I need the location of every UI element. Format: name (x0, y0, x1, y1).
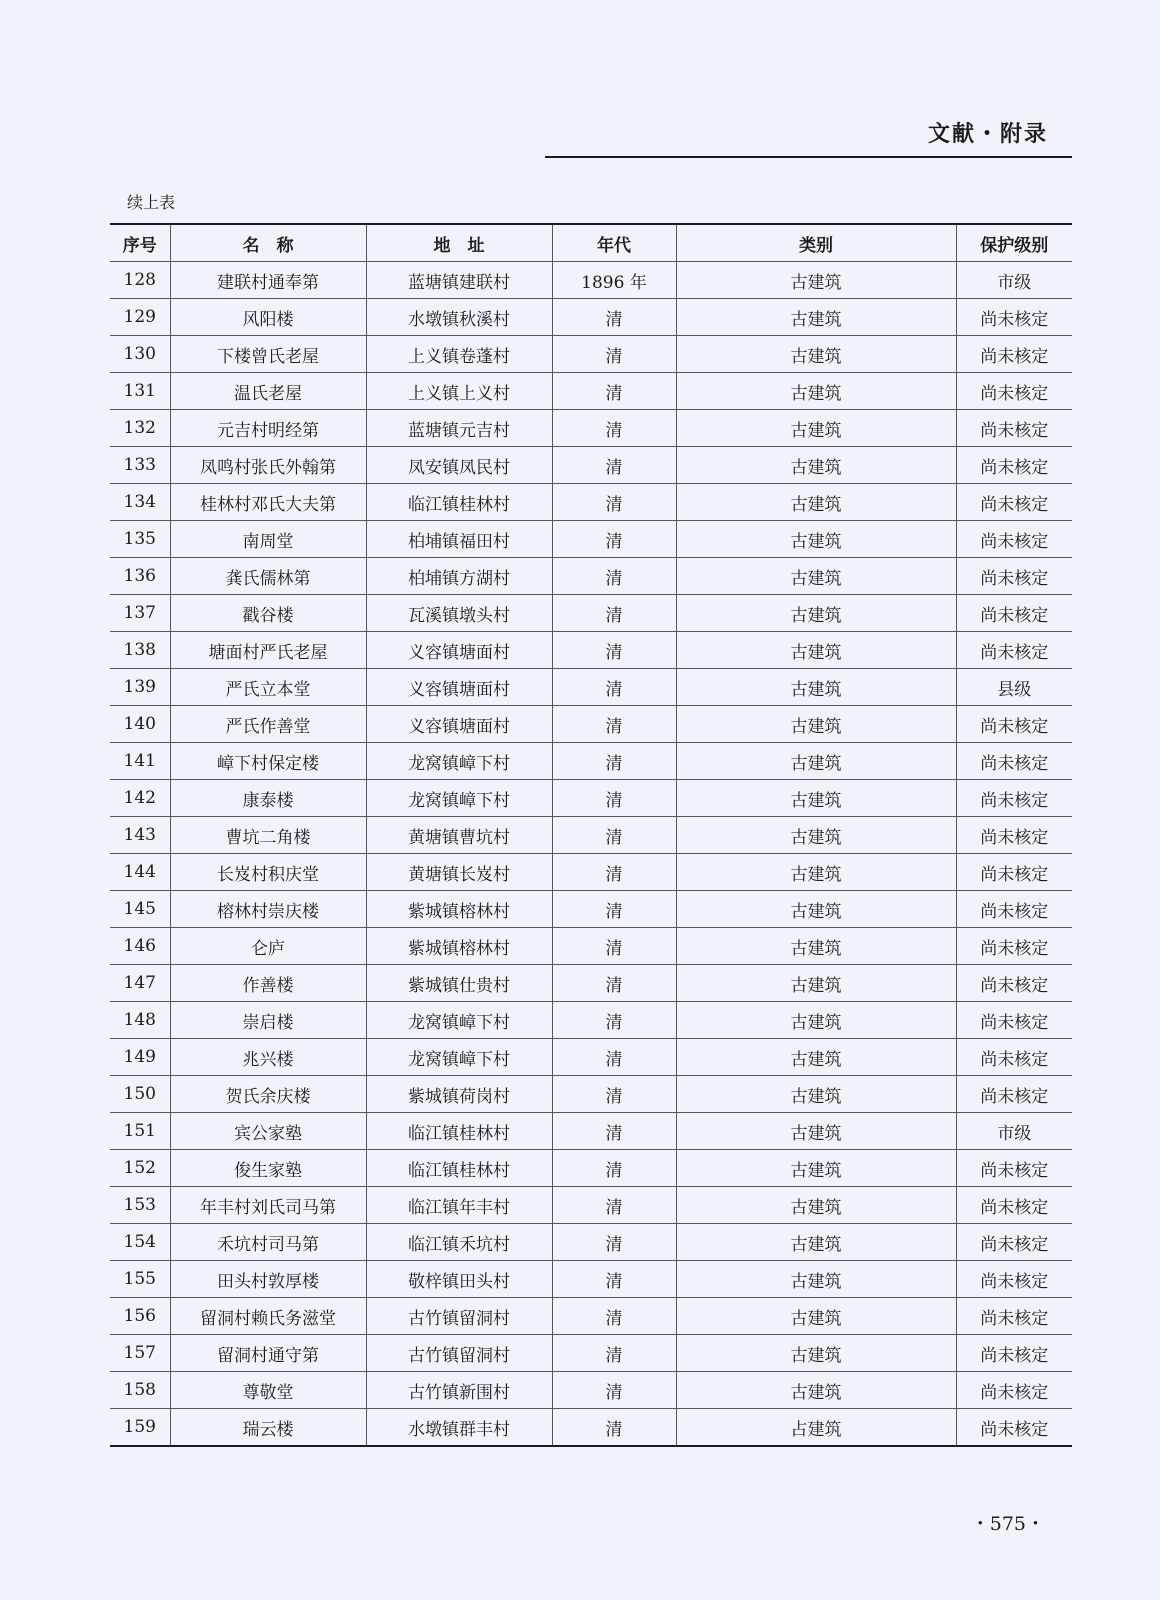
cell-era: 清 (552, 1261, 676, 1298)
cell-era: 清 (552, 1150, 676, 1187)
cell-era: 清 (552, 1224, 676, 1261)
cell-protection-level: 尚未核定 (956, 891, 1072, 928)
cell-name: 嶂下村保定楼 (170, 743, 366, 780)
cell-index: 128 (110, 262, 170, 299)
cell-era: 清 (552, 1039, 676, 1076)
cell-name: 瑞云楼 (170, 1409, 366, 1447)
cell-index: 132 (110, 410, 170, 447)
cell-category: 占建筑 (676, 1409, 956, 1447)
table-caption: 续上表 (127, 193, 176, 212)
cell-category: 古建筑 (676, 1372, 956, 1409)
cell-era: 清 (552, 484, 676, 521)
cell-index: 143 (110, 817, 170, 854)
cell-era: 清 (552, 299, 676, 336)
cell-protection-level: 尚未核定 (956, 743, 1072, 780)
cell-category: 古建筑 (676, 1261, 956, 1298)
cell-index: 147 (110, 965, 170, 1002)
cell-address: 紫城镇仕贵村 (366, 965, 552, 1002)
cell-index: 144 (110, 854, 170, 891)
cell-category: 古建筑 (676, 1076, 956, 1113)
table-row (110, 1076, 1072, 1113)
cell-era: 清 (552, 965, 676, 1002)
table-row (110, 965, 1072, 1002)
cell-index: 129 (110, 299, 170, 336)
cell-name: 贺氏余庆楼 (170, 1076, 366, 1113)
cell-category: 古建筑 (676, 299, 956, 336)
cell-name: 严氏作善堂 (170, 706, 366, 743)
cell-address: 义容镇塘面村 (366, 706, 552, 743)
cell-index: 141 (110, 743, 170, 780)
cell-name: 崇启楼 (170, 1002, 366, 1039)
cell-index: 148 (110, 1002, 170, 1039)
cell-category: 古建筑 (676, 484, 956, 521)
cell-era: 清 (552, 632, 676, 669)
cell-index: 153 (110, 1187, 170, 1224)
heritage-table (110, 223, 1072, 1447)
cell-name: 留洞村赖氏务滋堂 (170, 1298, 366, 1335)
cell-era: 清 (552, 447, 676, 484)
cell-protection-level: 市级 (956, 262, 1072, 299)
cell-index: 151 (110, 1113, 170, 1150)
cell-era: 清 (552, 817, 676, 854)
cell-category: 古建筑 (676, 262, 956, 299)
cell-category: 古建筑 (676, 521, 956, 558)
cell-era: 清 (552, 336, 676, 373)
column-header-era: 年代 (552, 224, 676, 262)
cell-era: 1896 年 (552, 262, 676, 299)
cell-era: 清 (552, 928, 676, 965)
cell-address: 紫城镇榕林村 (366, 928, 552, 965)
cell-index: 138 (110, 632, 170, 669)
table-row (110, 743, 1072, 780)
section-header: 文献・附录 (927, 122, 1048, 147)
cell-address: 临江镇禾坑村 (366, 1224, 552, 1261)
cell-address: 黄塘镇曹坑村 (366, 817, 552, 854)
table-header-row (110, 224, 1072, 262)
cell-index: 146 (110, 928, 170, 965)
cell-era: 清 (552, 1409, 676, 1447)
cell-category: 古建筑 (676, 1335, 956, 1372)
cell-category: 古建筑 (676, 743, 956, 780)
cell-category: 古建筑 (676, 558, 956, 595)
cell-name: 桂林村邓氏大夫第 (170, 484, 366, 521)
cell-address: 古竹镇留洞村 (366, 1298, 552, 1335)
cell-name: 俊生家塾 (170, 1150, 366, 1187)
cell-protection-level: 尚未核定 (956, 1187, 1072, 1224)
cell-name: 塘面村严氏老屋 (170, 632, 366, 669)
cell-era: 清 (552, 410, 676, 447)
table-row (110, 558, 1072, 595)
cell-name: 凤鸣村张氏外翰第 (170, 447, 366, 484)
table-row (110, 780, 1072, 817)
table-row (110, 299, 1072, 336)
cell-name: 康泰楼 (170, 780, 366, 817)
cell-protection-level: 尚未核定 (956, 706, 1072, 743)
cell-index: 135 (110, 521, 170, 558)
column-header-name: 名 称 (170, 224, 366, 262)
cell-protection-level: 尚未核定 (956, 1335, 1072, 1372)
cell-era: 清 (552, 891, 676, 928)
cell-era: 清 (552, 1335, 676, 1372)
cell-protection-level: 尚未核定 (956, 410, 1072, 447)
cell-name: 曹坑二角楼 (170, 817, 366, 854)
cell-era: 清 (552, 1076, 676, 1113)
cell-protection-level: 尚未核定 (956, 1409, 1072, 1447)
cell-category: 古建筑 (676, 410, 956, 447)
cell-category: 古建筑 (676, 373, 956, 410)
table-row (110, 262, 1072, 299)
cell-protection-level: 尚未核定 (956, 521, 1072, 558)
cell-address: 瓦溪镇墩头村 (366, 595, 552, 632)
cell-address: 古竹镇留洞村 (366, 1335, 552, 1372)
cell-index: 131 (110, 373, 170, 410)
cell-address: 水墩镇秋溪村 (366, 299, 552, 336)
cell-protection-level: 尚未核定 (956, 817, 1072, 854)
cell-category: 古建筑 (676, 817, 956, 854)
cell-name: 风阳楼 (170, 299, 366, 336)
table-row (110, 1224, 1072, 1261)
cell-index: 159 (110, 1409, 170, 1447)
cell-address: 紫城镇荷岗村 (366, 1076, 552, 1113)
cell-category: 古建筑 (676, 706, 956, 743)
table-row (110, 595, 1072, 632)
cell-protection-level: 尚未核定 (956, 595, 1072, 632)
cell-address: 龙窝镇嶂下村 (366, 743, 552, 780)
cell-era: 清 (552, 706, 676, 743)
cell-protection-level: 尚未核定 (956, 965, 1072, 1002)
table-row (110, 1335, 1072, 1372)
cell-protection-level: 尚未核定 (956, 1224, 1072, 1261)
cell-name: 宾公家塾 (170, 1113, 366, 1150)
cell-era: 清 (552, 1187, 676, 1224)
cell-protection-level: 尚未核定 (956, 928, 1072, 965)
cell-name: 长岌村积庆堂 (170, 854, 366, 891)
cell-era: 清 (552, 521, 676, 558)
cell-name: 年丰村刘氏司马第 (170, 1187, 366, 1224)
cell-index: 154 (110, 1224, 170, 1261)
table-row (110, 521, 1072, 558)
cell-index: 133 (110, 447, 170, 484)
cell-era: 清 (552, 1372, 676, 1409)
cell-protection-level: 尚未核定 (956, 1298, 1072, 1335)
cell-name: 榕林村崇庆楼 (170, 891, 366, 928)
cell-index: 150 (110, 1076, 170, 1113)
cell-name: 作善楼 (170, 965, 366, 1002)
table-row (110, 373, 1072, 410)
table-row (110, 1187, 1072, 1224)
table-row (110, 632, 1072, 669)
cell-protection-level: 县级 (956, 669, 1072, 706)
table-row (110, 1409, 1072, 1447)
cell-protection-level: 尚未核定 (956, 1039, 1072, 1076)
column-header-protection-level: 保护级别 (956, 224, 1072, 262)
cell-index: 136 (110, 558, 170, 595)
cell-category: 古建筑 (676, 632, 956, 669)
cell-address: 临江镇桂林村 (366, 1113, 552, 1150)
cell-address: 蓝塘镇建联村 (366, 262, 552, 299)
cell-protection-level: 尚未核定 (956, 373, 1072, 410)
table-row (110, 1298, 1072, 1335)
cell-era: 清 (552, 558, 676, 595)
cell-name: 尊敬堂 (170, 1372, 366, 1409)
cell-protection-level: 尚未核定 (956, 1372, 1072, 1409)
cell-address: 上义镇卷蓬村 (366, 336, 552, 373)
cell-index: 137 (110, 595, 170, 632)
cell-address: 临江镇桂林村 (366, 1150, 552, 1187)
cell-index: 142 (110, 780, 170, 817)
cell-name: 禾坑村司马第 (170, 1224, 366, 1261)
cell-address: 临江镇年丰村 (366, 1187, 552, 1224)
table-row (110, 891, 1072, 928)
table-body (110, 262, 1072, 1447)
cell-index: 134 (110, 484, 170, 521)
cell-name: 田头村敦厚楼 (170, 1261, 366, 1298)
cell-protection-level: 市级 (956, 1113, 1072, 1150)
cell-name: 温氏老屋 (170, 373, 366, 410)
cell-index: 139 (110, 669, 170, 706)
cell-address: 义容镇塘面村 (366, 632, 552, 669)
cell-address: 紫城镇榕林村 (366, 891, 552, 928)
table-row (110, 1002, 1072, 1039)
cell-address: 柏埔镇福田村 (366, 521, 552, 558)
cell-category: 古建筑 (676, 669, 956, 706)
cell-name: 仑庐 (170, 928, 366, 965)
cell-protection-level: 尚未核定 (956, 447, 1072, 484)
cell-index: 152 (110, 1150, 170, 1187)
cell-category: 古建筑 (676, 1150, 956, 1187)
cell-name: 元吉村明经第 (170, 410, 366, 447)
cell-era: 清 (552, 1298, 676, 1335)
cell-era: 清 (552, 780, 676, 817)
cell-address: 义容镇塘面村 (366, 669, 552, 706)
cell-era: 清 (552, 1113, 676, 1150)
cell-category: 古建筑 (676, 1298, 956, 1335)
cell-name: 留洞村通守第 (170, 1335, 366, 1372)
cell-address: 敬梓镇田头村 (366, 1261, 552, 1298)
cell-index: 149 (110, 1039, 170, 1076)
cell-index: 155 (110, 1261, 170, 1298)
cell-protection-level: 尚未核定 (956, 484, 1072, 521)
cell-protection-level: 尚未核定 (956, 1076, 1072, 1113)
cell-address: 古竹镇新围村 (366, 1372, 552, 1409)
cell-protection-level: 尚未核定 (956, 1150, 1072, 1187)
cell-category: 古建筑 (676, 336, 956, 373)
cell-address: 凤安镇凤民村 (366, 447, 552, 484)
cell-name: 下楼曾氏老屋 (170, 336, 366, 373)
cell-category: 古建筑 (676, 447, 956, 484)
cell-era: 清 (552, 854, 676, 891)
cell-era: 清 (552, 669, 676, 706)
cell-index: 145 (110, 891, 170, 928)
table-row (110, 1113, 1072, 1150)
table-row (110, 928, 1072, 965)
cell-protection-level: 尚未核定 (956, 1002, 1072, 1039)
cell-name: 南周堂 (170, 521, 366, 558)
table-row (110, 1039, 1072, 1076)
cell-era: 清 (552, 743, 676, 780)
cell-name: 建联村通奉第 (170, 262, 366, 299)
table-row (110, 336, 1072, 373)
table-row (110, 447, 1072, 484)
cell-name: 兆兴楼 (170, 1039, 366, 1076)
cell-category: 古建筑 (676, 965, 956, 1002)
table-row (110, 1150, 1072, 1187)
cell-category: 古建筑 (676, 1039, 956, 1076)
table-row (110, 1261, 1072, 1298)
page-number: ・575・ (970, 1513, 1045, 1535)
cell-protection-level: 尚未核定 (956, 632, 1072, 669)
cell-protection-level: 尚未核定 (956, 854, 1072, 891)
cell-address: 水墩镇群丰村 (366, 1409, 552, 1447)
cell-protection-level: 尚未核定 (956, 1261, 1072, 1298)
cell-address: 蓝塘镇元吉村 (366, 410, 552, 447)
cell-address: 临江镇桂林村 (366, 484, 552, 521)
cell-address: 黄塘镇长岌村 (366, 854, 552, 891)
cell-category: 古建筑 (676, 1113, 956, 1150)
cell-name: 戳谷楼 (170, 595, 366, 632)
table-row (110, 854, 1072, 891)
cell-category: 古建筑 (676, 595, 956, 632)
cell-protection-level: 尚未核定 (956, 336, 1072, 373)
table-row (110, 410, 1072, 447)
cell-protection-level: 尚未核定 (956, 558, 1072, 595)
cell-protection-level: 尚未核定 (956, 299, 1072, 336)
cell-category: 古建筑 (676, 891, 956, 928)
cell-address: 龙窝镇嶂下村 (366, 1039, 552, 1076)
cell-era: 清 (552, 595, 676, 632)
cell-index: 157 (110, 1335, 170, 1372)
table-row (110, 1372, 1072, 1409)
table-row (110, 817, 1072, 854)
cell-category: 古建筑 (676, 928, 956, 965)
cell-category: 古建筑 (676, 1187, 956, 1224)
cell-index: 158 (110, 1372, 170, 1409)
cell-category: 古建筑 (676, 780, 956, 817)
cell-address: 龙窝镇嶂下村 (366, 780, 552, 817)
cell-era: 清 (552, 373, 676, 410)
cell-era: 清 (552, 1002, 676, 1039)
cell-category: 古建筑 (676, 1002, 956, 1039)
cell-index: 140 (110, 706, 170, 743)
cell-name: 龚氏儒林第 (170, 558, 366, 595)
column-header-category: 类别 (676, 224, 956, 262)
cell-index: 130 (110, 336, 170, 373)
table-row (110, 484, 1072, 521)
header-rule (545, 156, 1072, 158)
cell-name: 严氏立本堂 (170, 669, 366, 706)
cell-protection-level: 尚未核定 (956, 780, 1072, 817)
cell-address: 龙窝镇嶂下村 (366, 1002, 552, 1039)
table-row (110, 706, 1072, 743)
cell-address: 柏埔镇方湖村 (366, 558, 552, 595)
cell-index: 156 (110, 1298, 170, 1335)
cell-category: 古建筑 (676, 1224, 956, 1261)
column-header-address: 地 址 (366, 224, 552, 262)
cell-category: 古建筑 (676, 854, 956, 891)
column-header-index: 序号 (110, 224, 170, 262)
table-row (110, 669, 1072, 706)
cell-address: 上义镇上义村 (366, 373, 552, 410)
